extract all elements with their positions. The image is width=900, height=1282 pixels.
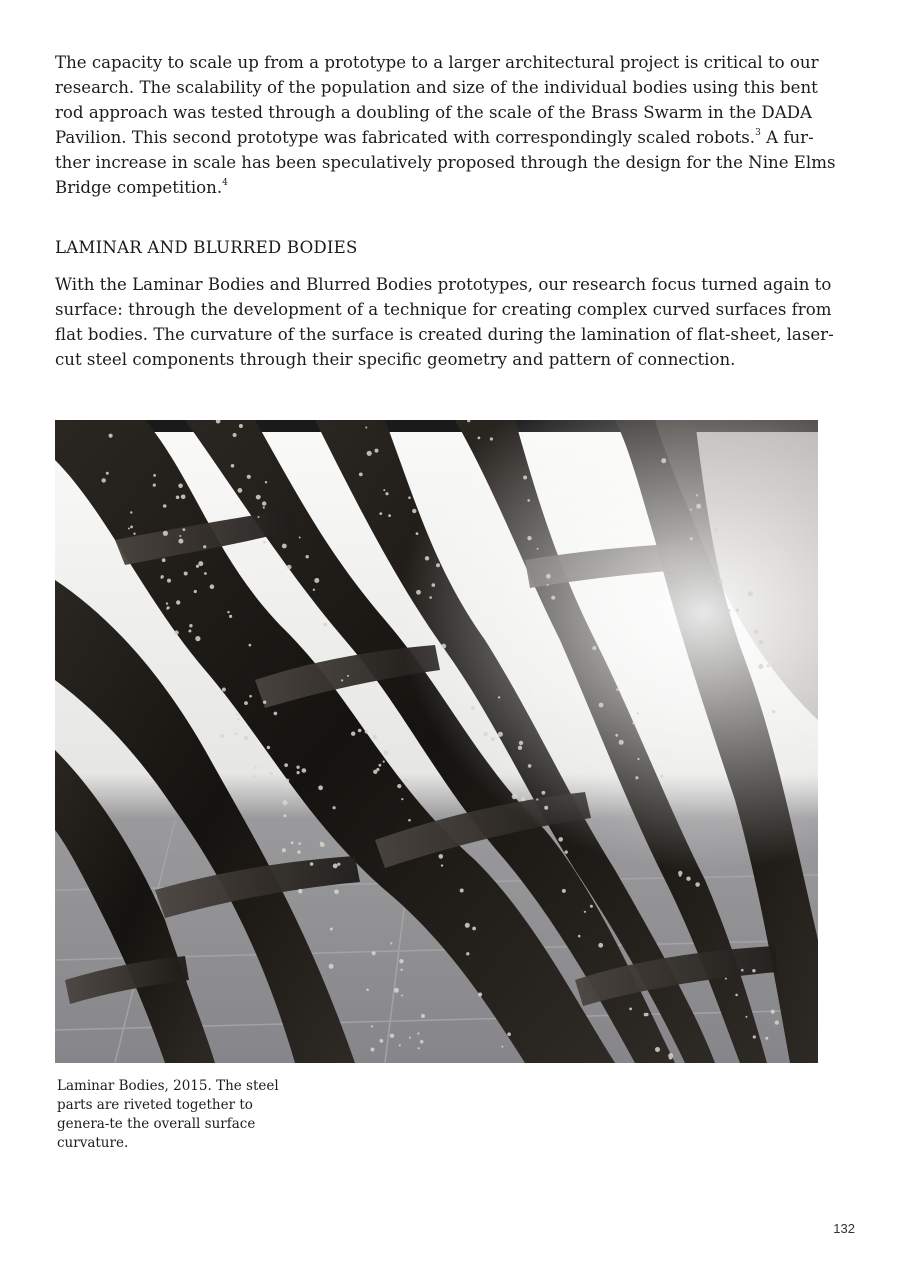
rivet-dot [179, 535, 181, 537]
rivet-dot [432, 583, 436, 587]
rivet-dot [282, 544, 287, 549]
rivet-dot [221, 734, 225, 738]
rivet-dot [644, 1013, 647, 1016]
rivet-dot [551, 596, 555, 600]
rivet-dot [484, 732, 488, 736]
rivet-dot [178, 539, 183, 544]
rivet-dot [284, 763, 288, 767]
rivet-dot [719, 580, 723, 584]
rivet-dot [176, 496, 180, 500]
rivet-dot [334, 890, 339, 895]
rivet-dot [679, 874, 682, 877]
rivet-dot [373, 735, 377, 739]
rivet-dot [599, 703, 604, 708]
rivet-dot [323, 623, 327, 627]
rivet-dot [690, 537, 693, 540]
rivet-dot [329, 964, 334, 969]
rivet-dot [287, 565, 292, 570]
rivet-dot [286, 779, 290, 783]
rivet-dot [416, 590, 421, 595]
rivet-dot [265, 481, 267, 483]
rivet-dot [236, 714, 238, 716]
rivet-dot [163, 531, 168, 536]
rivet-dot [166, 602, 168, 604]
rivet-dot [383, 489, 385, 491]
rivet-dot [547, 584, 549, 586]
rivet-dot [320, 842, 322, 844]
rivet-dot [637, 758, 639, 760]
rivet-dot [418, 1047, 420, 1049]
rivet-dot [767, 664, 770, 667]
rivet-dot [635, 776, 638, 779]
rivet-dot [365, 730, 369, 734]
rivet-dot [735, 994, 738, 997]
rivet-dot [436, 563, 440, 567]
rivet-dot [163, 504, 167, 508]
rivet-dot [498, 732, 503, 737]
rivet-dot [471, 706, 475, 710]
rivet-dot [637, 712, 639, 714]
rivet-dot [661, 458, 666, 463]
rivet-dot [313, 589, 315, 591]
rivet-dot [167, 579, 171, 583]
rivet-dot [754, 630, 758, 634]
rivet-dot [507, 1032, 511, 1036]
rivet-dot [282, 800, 287, 805]
rivet-dot [198, 561, 203, 566]
page-number: 132 [833, 1221, 855, 1236]
rivet-dot [358, 729, 362, 733]
rivet-dot [695, 882, 700, 887]
rivet-dot [244, 701, 248, 705]
rivet-dot [351, 732, 355, 736]
rivet-dot [592, 646, 596, 650]
rivet-dot [263, 701, 266, 704]
rivet-dot [417, 1032, 419, 1034]
rivet-dot [183, 528, 186, 531]
rivet-dot [333, 806, 336, 809]
rivet-dot [397, 784, 401, 788]
rivet-dot [233, 433, 237, 437]
rivet-dot [399, 959, 403, 963]
rivet-dot [401, 798, 403, 800]
rivet-dot [130, 511, 132, 513]
rivet-dot [174, 630, 178, 634]
rivet-dot [537, 548, 539, 550]
rivet-dot [748, 591, 753, 596]
rivet-dot [379, 764, 382, 767]
rivet-dot [237, 718, 239, 720]
rivet-dot [598, 943, 603, 948]
rivet-dot [297, 771, 300, 774]
rivet-dot [263, 541, 266, 544]
rivet-dot [196, 565, 199, 568]
rivet-dot [153, 484, 156, 487]
rivet-dot [759, 640, 764, 645]
rivet-dot [366, 989, 369, 992]
rivet-dot [244, 736, 248, 740]
rivet-dot [728, 609, 731, 612]
rivet-dot [441, 644, 446, 649]
rivet-dot [274, 712, 278, 716]
rivet-dot [263, 506, 265, 508]
rivet-dot [283, 814, 286, 817]
rivet-dot [341, 679, 343, 681]
body-paragraph-scale [55, 50, 845, 200]
rivet-dot [425, 556, 429, 560]
rivet-dot [714, 528, 718, 532]
rivet-dot [161, 577, 163, 579]
rivet-dot [404, 779, 408, 783]
rivet-dot [518, 746, 522, 750]
rivet-dot [239, 424, 243, 428]
rivet-dot [376, 768, 379, 771]
rivet-dot [270, 772, 273, 775]
rivet-dot [590, 905, 593, 908]
rivet-dot [736, 609, 739, 612]
rivet-dot [519, 741, 523, 745]
rivet-dot [706, 501, 708, 503]
rivet-dot [472, 927, 476, 931]
rivet-dot [222, 688, 226, 692]
rivet-dot [371, 1048, 375, 1052]
rivet-dot [441, 864, 443, 866]
rivet-dot [128, 528, 130, 530]
rivet-dot [282, 848, 286, 852]
rivet-dot [167, 606, 170, 609]
rivet-dot [741, 969, 744, 972]
rivet-dot [523, 476, 527, 480]
rivet-dot [562, 889, 566, 893]
rivet-dot [565, 850, 568, 853]
rivet-dot [195, 636, 200, 641]
rivet-dot [696, 494, 698, 496]
footnote-marker-4[interactable]: 4 [222, 178, 228, 189]
rivet-dot [109, 434, 113, 438]
rivet-dot [390, 1034, 394, 1038]
rivet-dot [544, 806, 548, 810]
rivet-dot [465, 923, 470, 928]
rivet-dot [371, 1025, 373, 1027]
rivet-dot [298, 842, 301, 845]
rivet-dot [285, 785, 288, 788]
laminar-steel-image [55, 420, 818, 1063]
paragraph-text-part-a: The capacity to scale up from a prototype to a larger architectural project is critical to our research. The scalability of the population and size of the individual bodies using this bent rod approach was tested through a doubling of the scale of the Brass Swarm in the DADA Pavilion. This second prototype was fabricated with correspondingly scaled robots. [55, 53, 819, 147]
rivet-dot [249, 644, 252, 647]
paragraph-text-part-b: A fur-ther increase in scale has been speculatively proposed through the design for the Nine Elms Bridge competition. [55, 128, 836, 197]
rivet-dot [772, 710, 775, 713]
rivet-dot [439, 854, 444, 859]
rivet-dot [521, 797, 526, 802]
rivet-dot [669, 1056, 673, 1060]
rivet-dot [365, 427, 367, 429]
rivet-dot [210, 584, 215, 589]
rivet-dot [619, 740, 624, 745]
rivet-dot [745, 1016, 747, 1018]
rivet-dot [249, 695, 252, 698]
rivet-dot [712, 578, 714, 580]
rivet-dot [194, 590, 197, 593]
rivet-dot [330, 928, 333, 931]
rivet-dot [528, 764, 532, 768]
rivet-dot [130, 526, 133, 529]
rivet-dot [318, 785, 323, 790]
rivet-dot [258, 516, 260, 518]
rivet-dot [660, 775, 663, 778]
rivet-dot [491, 737, 495, 741]
rivet-dot [153, 474, 156, 477]
rivet-dot [409, 1037, 411, 1039]
rivet-dot [478, 437, 481, 440]
rivet-dot [347, 675, 349, 677]
rivet-dot [420, 1040, 424, 1044]
rivet-dot [262, 501, 266, 505]
rivet-dot [380, 1039, 384, 1043]
rivet-dot [696, 504, 701, 509]
rivet-dot [306, 555, 309, 558]
rivet-dot [302, 768, 307, 773]
rivet-dot [421, 1014, 425, 1018]
rivet-dot [297, 850, 301, 854]
rivet-dot [372, 951, 376, 955]
rivet-dot [394, 988, 399, 993]
rivet-dot [337, 863, 340, 866]
rivet-dot [686, 877, 690, 881]
rivet-dot [375, 449, 379, 453]
rivet-dot [758, 664, 763, 669]
rivet-dot [546, 574, 551, 579]
rivet-dot [184, 572, 188, 576]
rivet-dot [238, 488, 243, 493]
rivet-dot [234, 733, 237, 736]
rivet-dot [429, 596, 432, 599]
rivet-dot [227, 611, 229, 613]
rivet-dot [178, 484, 183, 489]
section-heading: LAMINAR AND BLURRED BODIES [55, 238, 358, 257]
footnote-marker-3[interactable]: 3 [755, 128, 761, 139]
rivet-dot [333, 864, 338, 869]
rivet-dot [254, 766, 257, 769]
rivet-dot [578, 935, 581, 938]
rivet-dot [416, 532, 419, 535]
rivet-dot [512, 794, 517, 799]
rivet-dot [536, 798, 538, 800]
rivet-dot [584, 911, 586, 913]
rivet-dot [725, 978, 727, 980]
rivet-dot [490, 437, 493, 440]
rivet-dot [176, 600, 180, 604]
rivet-dot [765, 1037, 768, 1040]
rivet-dot [299, 537, 301, 539]
rivet-dot [752, 969, 755, 972]
rivet-dot [296, 766, 299, 769]
rivet-dot [314, 578, 319, 583]
rivet-dot [412, 509, 416, 513]
rivet-dot [188, 630, 191, 633]
rivet-dot [102, 478, 106, 482]
rivet-dot [690, 509, 692, 511]
rivet-dot [632, 722, 634, 724]
body-paragraph-laminar: With the Laminar Bodies and Blurred Bodies prototypes, our research focus turned again to surface: through the development of a technique for creating complex curved surfaces from flat bodies. The curvature of the surface is created during the lamination of flat-sheet, laser-cut steel components through their specific geometry and pattern of connection. [55, 275, 834, 369]
rivet-dot [181, 495, 186, 500]
rivet-dot [247, 475, 251, 479]
rivet-dot [407, 783, 410, 786]
rivet-dot [203, 545, 206, 548]
rivet-dot [558, 837, 563, 842]
rivet-dot [400, 969, 402, 971]
rivet-dot [408, 496, 411, 499]
rivet-dot [133, 533, 135, 535]
rivet-dot [527, 536, 531, 540]
rivet-dot [383, 761, 385, 763]
rivet-dot [615, 734, 618, 737]
rivet-dot [298, 889, 303, 894]
rivet-dot [408, 819, 411, 822]
rivet-dot [616, 688, 619, 691]
rivet-dot [460, 889, 464, 893]
rivet-dot [775, 1021, 779, 1025]
rivet-dot [189, 624, 192, 627]
rivet-dot [253, 775, 256, 778]
rivet-dot [542, 791, 546, 795]
rivet-dot [106, 472, 109, 475]
rivet-dot [399, 1044, 401, 1046]
rivet-dot [231, 464, 235, 468]
rivet-dot [383, 750, 388, 755]
rivet-dot [204, 572, 207, 575]
photo-laminar-bodies [55, 420, 818, 1063]
rivet-dot [629, 1008, 632, 1011]
rivet-dot [388, 514, 391, 517]
rivet-dot [466, 952, 469, 955]
rivet-dot [291, 841, 294, 844]
rivet-dot [527, 499, 530, 502]
rivet-dot [385, 492, 388, 495]
rivet-dot [498, 696, 500, 698]
rivet-dot [256, 495, 261, 500]
rivet-dot [501, 1046, 503, 1048]
rivet-dot [478, 992, 482, 996]
rivet-dot [401, 995, 403, 997]
rivet-dot [229, 615, 232, 618]
rivet-dot [359, 473, 363, 477]
rivet-dot [390, 942, 392, 944]
rivet-dot [379, 512, 382, 515]
rivet-dot [310, 862, 314, 866]
rivet-dot [162, 558, 166, 562]
figure-caption: Laminar Bodies, 2015. The steel parts are riveted together to genera-te the overall surface curvature. [57, 1078, 279, 1151]
rivet-dot [753, 1035, 756, 1038]
rivet-dot [367, 451, 372, 456]
rivet-dot [267, 746, 270, 749]
rivet-dot [771, 1010, 775, 1014]
rivet-dot [655, 1047, 660, 1052]
